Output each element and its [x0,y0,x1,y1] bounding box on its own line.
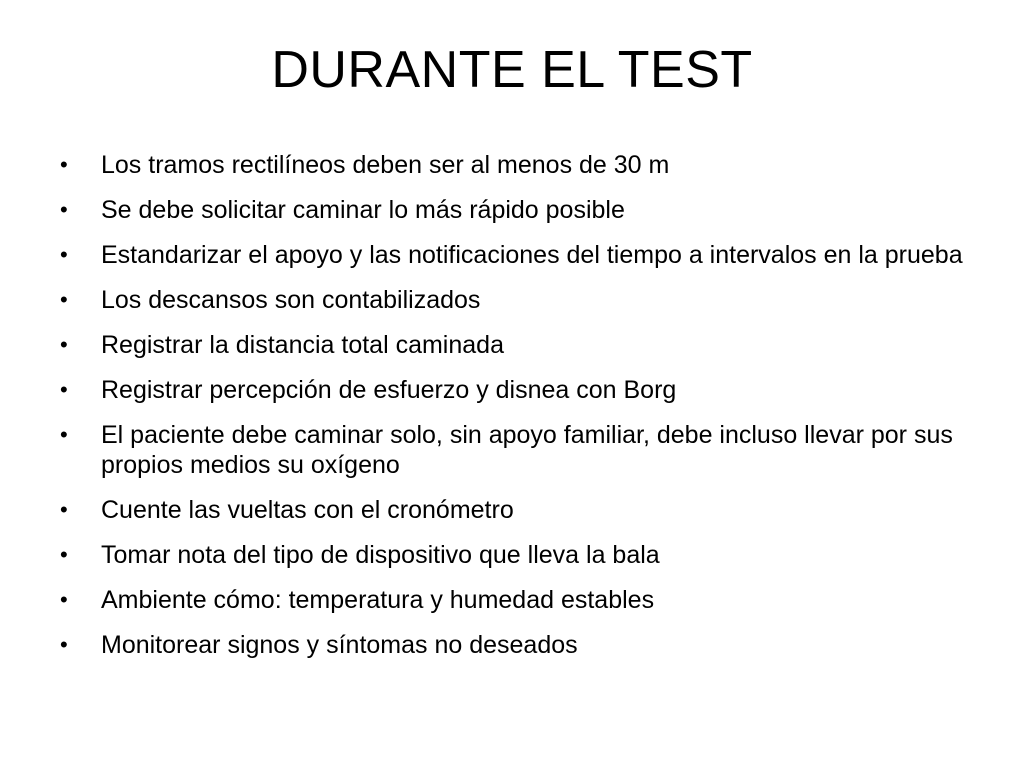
bullet-icon: • [60,197,68,222]
bullet-icon: • [60,632,68,657]
bullet-icon: • [60,587,68,612]
bullet-list [58,150,968,675]
bullet-icon: • [60,152,68,177]
list-item [58,540,968,570]
bullet-icon: • [60,287,68,312]
list-item [58,495,968,525]
bullet-text: Ambiente cómo: temperatura y humedad estables [101,586,655,614]
bullet-text: Monitorear signos y síntomas no deseados [101,631,578,659]
list-item [58,330,968,360]
bullet-icon: • [60,377,68,402]
bullet-icon: • [60,242,68,267]
list-item [58,420,968,480]
bullet-icon: • [60,497,68,522]
list-item [58,375,968,405]
bullet-text: Los descansos son contabilizados [101,286,481,314]
list-item [58,240,968,270]
list-item [58,195,968,225]
bullet-text: Se debe solicitar caminar lo más rápido posible [101,196,625,224]
bullet-text: Estandarizar el apoyo y las notificaciones del tiempo a intervalos en la prueba [101,241,963,269]
bullet-text: Tomar nota del tipo de dispositivo que lleva la bala [101,541,660,569]
bullet-text: Cuente las vueltas con el cronómetro [101,496,514,524]
list-item [58,630,968,660]
bullet-icon: • [60,422,68,447]
bullet-text: El paciente debe caminar solo, sin apoyo familiar, debe incluso llevar por sus propios medios su oxígeno [101,421,953,479]
bullet-text: Los tramos rectilíneos deben ser al menos de 30 m [101,151,670,179]
list-item [58,285,968,315]
bullet-icon: • [60,332,68,357]
bullet-icon: • [60,542,68,567]
slide-title: DURANTE EL TEST [271,41,753,99]
bullet-text: Registrar percepción de esfuerzo y disnea con Borg [101,376,677,404]
bullet-text: Registrar la distancia total caminada [101,331,504,359]
list-item [58,150,968,180]
list-item [58,585,968,615]
